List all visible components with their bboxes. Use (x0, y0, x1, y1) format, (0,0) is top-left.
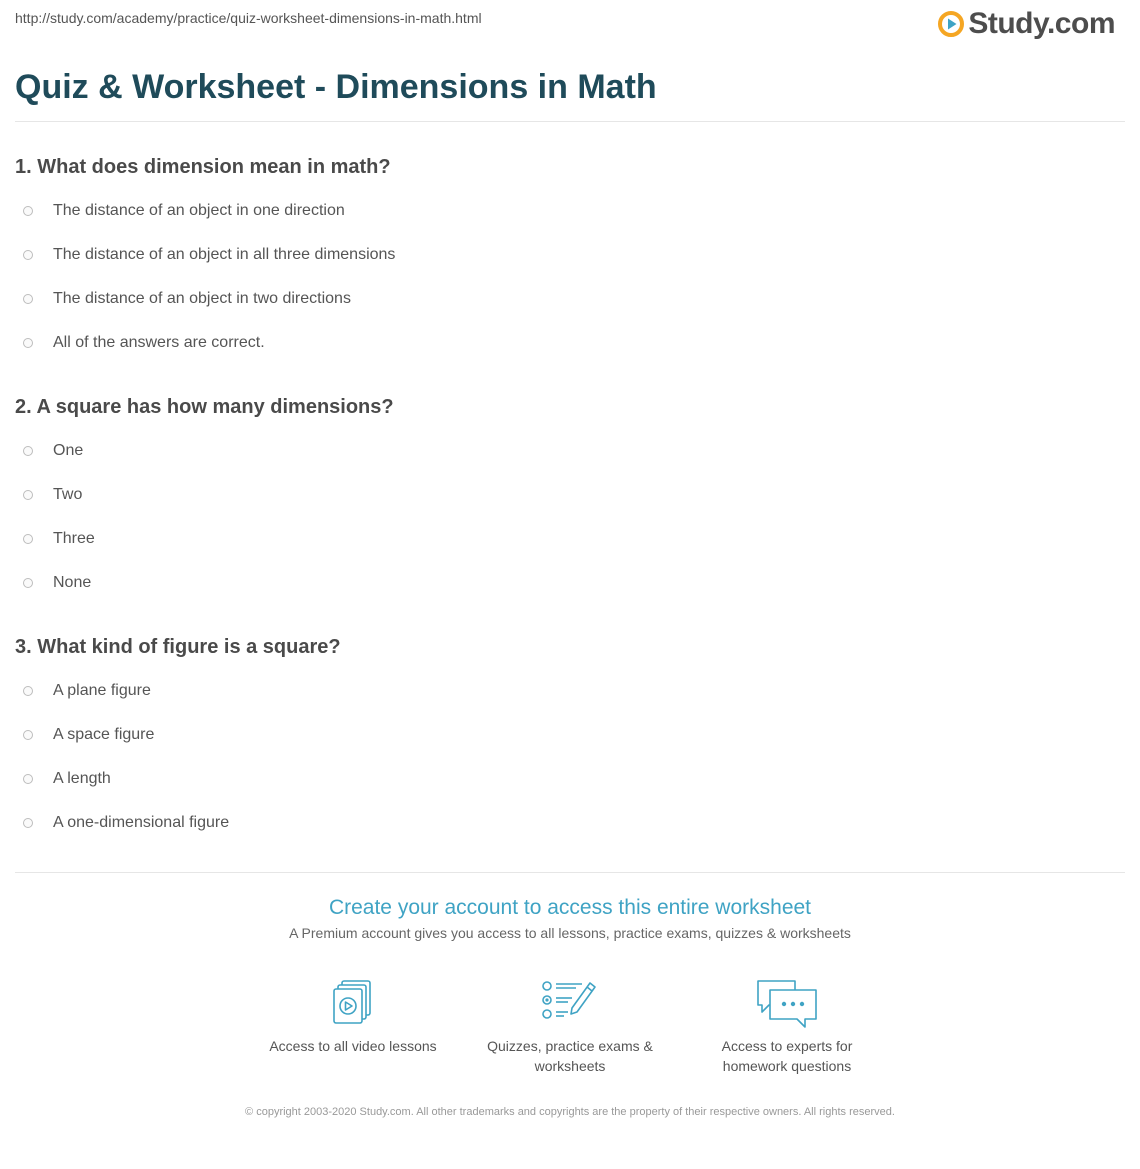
answer-option[interactable] (15, 713, 1125, 757)
radio-button[interactable] (23, 338, 33, 348)
answer-label: The distance of an object in two directions (53, 290, 351, 307)
video-lessons-icon (321, 978, 385, 1030)
answer-option[interactable] (15, 189, 1125, 233)
radio-button[interactable] (23, 578, 33, 588)
page-url: http://study.com/academy/practice/quiz-worksheet-dimensions-in-math.html (15, 10, 482, 26)
answer-label: All of the answers are correct. (53, 334, 265, 351)
answer-option[interactable] (15, 669, 1125, 713)
answer-label: Three (53, 530, 95, 547)
radio-button[interactable] (23, 818, 33, 828)
answer-label: A one-dimensional figure (53, 814, 230, 831)
feature-quizzes (462, 978, 679, 1076)
answer-option[interactable] (15, 757, 1125, 801)
answer-label: The distance of an object in all three dimensions (53, 246, 396, 263)
feature-video-lessons (245, 978, 462, 1076)
radio-button[interactable] (23, 446, 33, 456)
answer-option[interactable] (15, 473, 1125, 517)
title-divider (15, 121, 1125, 122)
question-1 (15, 153, 1125, 365)
radio-button[interactable] (23, 206, 33, 216)
radio-button[interactable] (23, 774, 33, 784)
cta-title-link[interactable]: Create your account to access this entire worksheet (328, 896, 812, 919)
radio-button[interactable] (23, 490, 33, 500)
radio-button[interactable] (23, 730, 33, 740)
answer-label: A plane figure (53, 682, 151, 699)
radio-button[interactable] (23, 686, 33, 696)
answer-label: One (53, 442, 84, 459)
answer-option[interactable] (15, 277, 1125, 321)
answer-label: Two (53, 486, 83, 503)
answer-label: A length (53, 770, 111, 787)
answer-label: The distance of an object in one direction (53, 202, 345, 219)
quiz-checklist-icon (538, 978, 602, 1030)
radio-button[interactable] (23, 534, 33, 544)
question-2 (15, 393, 1125, 605)
answer-option[interactable] (15, 233, 1125, 277)
question-text: 1. What does dimension mean in math? (15, 156, 391, 178)
cta-subtitle: A Premium account gives you access to all lessons, practice exams, quizzes & worksheets (289, 925, 851, 941)
answer-options (15, 189, 1125, 365)
signup-cta (0, 893, 1140, 943)
answer-option[interactable] (15, 801, 1125, 845)
answer-option[interactable] (15, 561, 1125, 605)
answer-label: A space figure (53, 726, 155, 743)
page-title: Quiz & Worksheet - Dimensions in Math (15, 68, 657, 106)
radio-button[interactable] (23, 250, 33, 260)
cta-divider (15, 872, 1125, 873)
feature-label: Access to all video lessons (269, 1038, 437, 1054)
answer-label: None (53, 574, 92, 591)
premium-features (0, 978, 1140, 1076)
feature-label: Access to experts for homework questions (721, 1038, 853, 1074)
chat-bubbles-icon (755, 978, 819, 1030)
question-text: 2. A square has how many dimensions? (15, 396, 394, 418)
play-circle-icon (938, 11, 964, 37)
radio-button[interactable] (23, 294, 33, 304)
answer-option[interactable] (15, 517, 1125, 561)
answer-options (15, 429, 1125, 605)
copyright-footer: © copyright 2003-2020 Study.com. All other trademarks and copyrights are the property of their respective owners. All rights reserved. (245, 1106, 895, 1118)
question-3 (15, 633, 1125, 845)
answer-option[interactable] (15, 321, 1125, 365)
answer-option[interactable] (15, 429, 1125, 473)
answer-options (15, 669, 1125, 845)
feature-experts (679, 978, 896, 1076)
study-logo[interactable] (938, 6, 1115, 42)
question-text: 3. What kind of figure is a square? (15, 636, 341, 658)
feature-label: Quizzes, practice exams & worksheets (487, 1038, 653, 1074)
logo-text: Study.com (968, 7, 1115, 40)
